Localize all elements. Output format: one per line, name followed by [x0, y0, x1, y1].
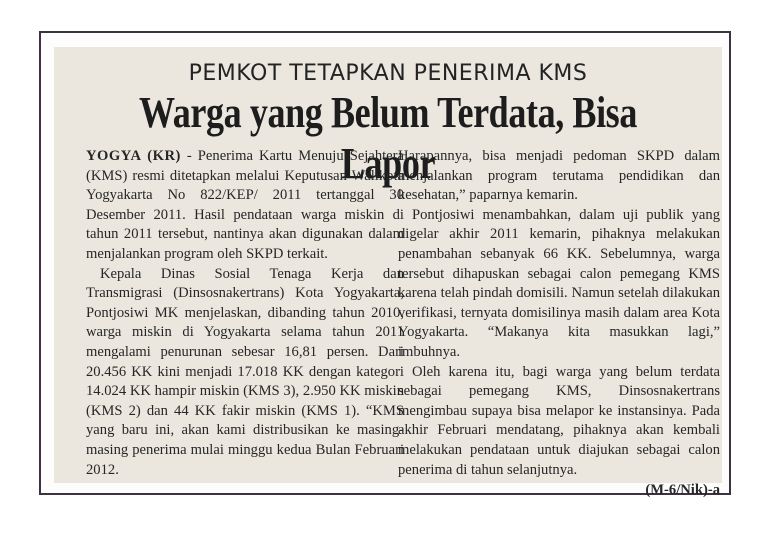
article-signature: (M-6/Nik)-a [645, 482, 720, 499]
newspaper-clipping [54, 47, 722, 499]
article-column-right [398, 147, 720, 501]
article-kicker: PEMKOT TETAPKAN PENERIMA KMS [188, 61, 588, 86]
article-column-left [86, 147, 404, 480]
article-paragraph: Oleh karena itu, bagi warga yang belum terdata sebagai pemegang KMS, Dinsosnakertrans mengimbau supaya bisa melapor ke instansinya. Pada akhir Februari mendatang, pihaknya akan kembali melakukan pendataan untuk diajukan sebagai calon penerima di tahun selanjutnya. [398, 363, 720, 478]
article-paragraph: Kepala Dinas Sosial Tenaga Kerja dan Transmigrasi (Dinsosnakertrans) Kota Yogyakarta, Pontjosiwi MK menjelaskan, dibanding tahun 2010, warga miskin di Yogyakarta selama tahun 2011 mengalami penurunan sebesar 16,81 persen. Dari 20.456 KK kini menjadi 17.018 KK dengan kategori 14.024 KK hampir miskin (KMS 3), 2.950 KK miskin (KMS 2) dan 44 KK fakir miskin (KMS 1). “KMS yang baru ini, akan kami distribusikan ke masing-masing penerima mulai minggu kedua Bulan Februari 2012. [86, 265, 404, 478]
article-dateline: YOGYA (KR) [86, 148, 181, 164]
article-headline: Warga yang Belum Terdata, Bisa Lapor [139, 88, 637, 188]
article-paragraph [86, 147, 404, 265]
article-paragraph: Harapannya, bisa menjadi pedoman SKPD dalam menjalankan program terutama pendidikan dan kesehatan,” paparnya kemarin. [398, 148, 720, 204]
paragraph-text: - Penerima Kartu Menuju Sejahtera (KMS) resmi ditetapkan melalui Keputusan Walikota Yogyakarta No 822/KEP/ 2011 tertanggal 30 Desember 2011. Hasil pendataan warga miskin di tahun 2011 tersebut, nantinya akan digunakan dalam menjalankan program oleh SKPD terkait. [86, 148, 404, 262]
article-paragraph: Pontjosiwi menambahkan, dalam uji publik yang digelar akhir 2011 kemarin, pihaknya melakukan penambahan sebanyak 66 KK. Sebelumnya, warga tersebut dihapuskan sebagai calon pemegang KMS karena telah pindah domisili. Namun setelah dilakukan verifikasi, ternyata domisilinya masih dalam area Kota Yogyakarta. “Makanya kita masukkan lagi,” imbuhnya. [398, 206, 720, 360]
